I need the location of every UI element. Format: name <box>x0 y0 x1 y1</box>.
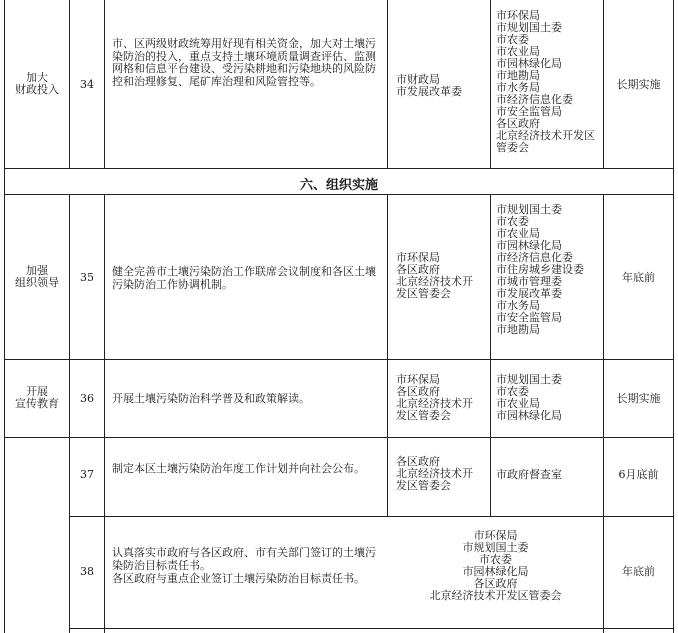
row-37-lead: 各区政府 北京经济技术开 发区管委会 <box>396 455 473 492</box>
row-37-number: 37 <box>80 468 94 481</box>
col-rule-2b <box>104 194 105 633</box>
row-34-bottom-rule <box>4 168 674 169</box>
row-36-lead: 市环保局 各区政府 北京经济技术开 发区管委会 <box>396 373 473 422</box>
row-34-participants: 市环保局 市规划国土委 市农委 市农业局 市园林绿化局 市地勘局 市水务局 市经济信息化委 市安全监管局 各区政府 北京经济技术开发区管委会 <box>496 9 595 154</box>
col-rule-3b <box>387 194 388 516</box>
row-37-content: 制定本区土壤污染防治年度工作计划并向社会公布。 <box>112 462 365 475</box>
row-36-category: 开展 宣传教育 <box>15 385 59 410</box>
row-35-category: 加强 组织领导 <box>15 264 59 289</box>
row-34-deadline: 长期实施 <box>616 78 661 91</box>
table-right-border <box>673 0 674 633</box>
row-35-deadline: 年底前 <box>622 271 655 284</box>
col-rule-4b <box>490 194 491 516</box>
row-35-lead: 市环保局 各区政府 北京经济技术开 发区管委会 <box>396 251 473 300</box>
row-34-category: 加大 财政投入 <box>15 71 59 96</box>
row-34-lead: 市财政局 市发展改革委 <box>396 73 462 98</box>
row-38-lead-participants: 市环保局 市规划国土委 市农委 市园林绿化局 各区政府 北京经济技术开发区管委会 <box>429 529 562 602</box>
row-37-bottom-rule <box>69 516 674 517</box>
row-36-content: 开展土壤污染防治科学普及和政策解读。 <box>112 392 310 405</box>
table-bottom-rule <box>69 628 674 629</box>
row-35-content: 健全完善市土壤污染防治工作联席会议制度和各区土壤污染防治工作协调机制。 <box>112 265 376 291</box>
row-38-deadline: 年底前 <box>622 565 655 578</box>
row-35-number: 35 <box>80 271 94 284</box>
col-rule-4 <box>490 0 491 168</box>
section-title: 六、组织实施 <box>299 178 378 193</box>
col-rule-3 <box>387 0 388 168</box>
row-38-number: 38 <box>80 565 94 578</box>
row-37-deadline: 6月底前 <box>618 468 659 481</box>
row-37-participants: 市政府督查室 <box>496 468 562 481</box>
row-34-content: 市、区两级财政统筹用好现有相关资金，加大对土壤污染防治的投入，重点支持土壤环境质量调查评估、监测网格和信息平台建设、受污染耕地和污染地块的风险防控和治理修复、尾矿库治理和风险管控等。 <box>112 37 376 88</box>
row-34-number: 34 <box>80 78 94 91</box>
row-36-deadline: 长期实施 <box>616 392 661 405</box>
row-36-participants: 市规划国土委 市农委 市农业局 市园林绿化局 <box>496 373 562 422</box>
row-38-content: 认真落实市政府与各区政府、市有关部门签订的土壤污染防治目标责任书。 各区政府与重点企业签订土壤污染防治目标责任书。 <box>112 546 376 585</box>
row-35-participants: 市规划国土委 市农委 市农业局 市园林绿化局 市经济信息化委 市住房城乡建设委 市城市管理委 市发展改革委 市水务局 市安全监管局 市地勘局 <box>496 203 584 336</box>
col-rule-2 <box>104 0 105 168</box>
row-36-number: 36 <box>80 392 94 405</box>
